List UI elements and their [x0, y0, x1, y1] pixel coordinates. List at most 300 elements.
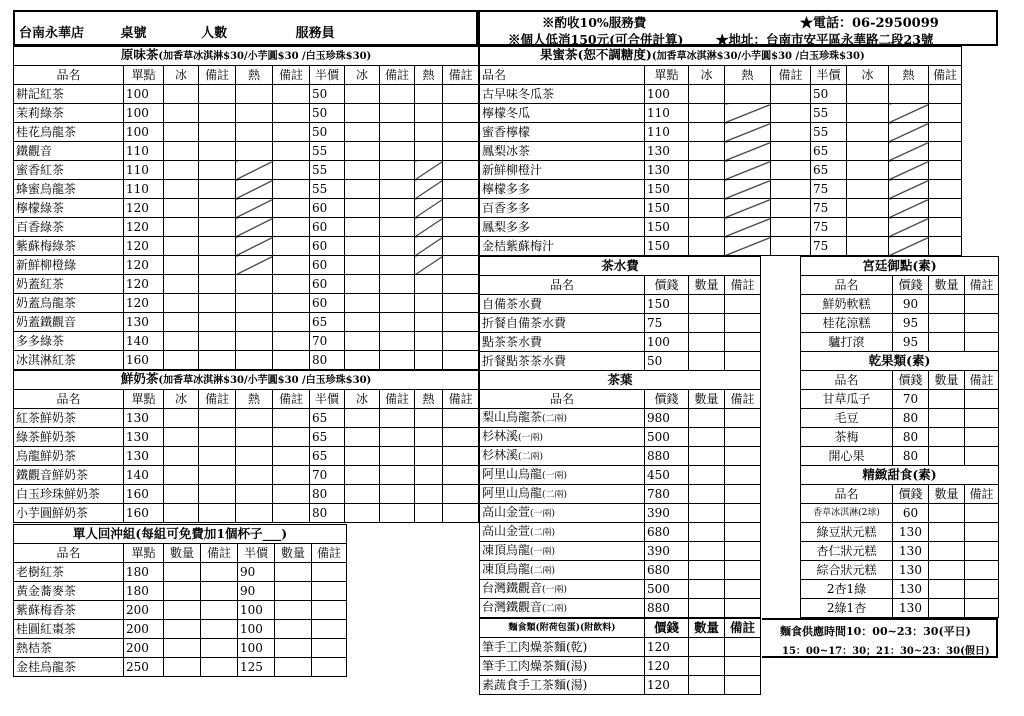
- table-row: [14, 180, 479, 199]
- qty-cell: [929, 314, 965, 333]
- note-cell: [965, 295, 999, 314]
- item-price: 130: [893, 561, 929, 580]
- col-hot: 熱: [415, 390, 443, 409]
- qty-cell: [929, 580, 965, 599]
- col-ice: 冰: [164, 390, 199, 409]
- item-half-price: 50: [310, 123, 345, 142]
- item-name: 檸檬冬瓜: [480, 104, 645, 123]
- qty-cell: [689, 599, 725, 618]
- item-half-price: 125: [238, 658, 275, 677]
- item-name: [480, 523, 645, 542]
- note-cell: [443, 123, 479, 142]
- col-note: 備註: [312, 544, 347, 563]
- qty-cell: [689, 676, 725, 695]
- col-qty: 數量: [689, 390, 725, 409]
- qty-cell: [689, 542, 725, 561]
- dried-fruit-section: [800, 351, 998, 466]
- item-name: 茶梅: [801, 428, 893, 447]
- item-name: 杏仁狀元糕: [801, 542, 893, 561]
- col-single: 單點: [645, 66, 689, 85]
- item-price: 200: [124, 639, 164, 658]
- qty-cell: [164, 563, 201, 582]
- note-cell: [199, 104, 236, 123]
- single-brew-table: [13, 524, 347, 677]
- table-row: [14, 447, 479, 466]
- qty-cell: [689, 352, 725, 371]
- hot-cell: [725, 237, 771, 256]
- col-half: 半價: [238, 544, 275, 563]
- table-row: [14, 313, 479, 332]
- item-price: 95: [893, 333, 929, 352]
- note-cell: [965, 409, 999, 428]
- item-name: 綠豆狀元糕: [801, 523, 893, 542]
- item-name: 鮮奶軟糕: [801, 295, 893, 314]
- qty-cell: [929, 295, 965, 314]
- table-row: [14, 332, 479, 351]
- address: ★地址：台南市安平區永華路二段23號: [716, 32, 934, 47]
- col-hot: 熱: [889, 66, 929, 85]
- col-qty: 數量: [929, 485, 965, 504]
- qty-cell: [164, 639, 201, 658]
- table-label: 桌號: [120, 26, 147, 41]
- item-price: 780: [645, 485, 689, 504]
- item-unit: (一兩): [542, 471, 568, 481]
- fruit-tea-table: [479, 46, 962, 256]
- note-cell: [725, 561, 761, 580]
- hot-cell: [236, 275, 273, 294]
- qty-cell: [164, 582, 201, 601]
- item-half-price: 90: [238, 582, 275, 601]
- table-row: [14, 104, 479, 123]
- item-name: [480, 580, 645, 599]
- col-note: 備註: [965, 276, 999, 295]
- note-cell: [273, 256, 310, 275]
- item-price: 200: [124, 620, 164, 639]
- item-name: [480, 466, 645, 485]
- table-row: [801, 428, 999, 447]
- ice-cell: [689, 180, 725, 199]
- note-cell: [929, 218, 962, 237]
- item-price: 120: [124, 275, 164, 294]
- item-name-text: 杉林溪: [482, 448, 519, 462]
- table-row: [14, 658, 347, 677]
- item-name-text: 高山金萱: [482, 505, 531, 519]
- note-cell: [380, 313, 415, 332]
- table-row: [14, 275, 479, 294]
- hours-holiday: 15：00~17：30；21：30~23：30(假日): [782, 646, 990, 657]
- ice-cell: [689, 237, 725, 256]
- hot-cell: [236, 485, 273, 504]
- qty-cell: [689, 447, 725, 466]
- note-cell: [199, 294, 236, 313]
- col-qty: 數量: [929, 276, 965, 295]
- table-row: [801, 390, 999, 409]
- item-name: 筆手工肉燥茶麵(乾): [480, 638, 645, 657]
- col-name: 品名: [801, 276, 893, 295]
- note-cell: [725, 504, 761, 523]
- qty-cell: [929, 428, 965, 447]
- item-name: 冰淇淋紅茶: [14, 351, 124, 370]
- col-price: 價錢: [893, 276, 929, 295]
- hot-cell: [415, 275, 443, 294]
- hot-cell: [236, 313, 273, 332]
- qty-cell: [275, 658, 312, 677]
- item-price: 100: [124, 104, 164, 123]
- item-price: 110: [124, 180, 164, 199]
- note-cell: [443, 180, 479, 199]
- col-qty: 數量: [689, 619, 725, 638]
- ice-cell: [345, 142, 380, 161]
- qty-cell: [164, 658, 201, 677]
- table-row: [801, 295, 999, 314]
- ice-cell: [345, 199, 380, 218]
- note-cell: [199, 180, 236, 199]
- item-price: 200: [124, 601, 164, 620]
- hot-cell: [889, 85, 929, 104]
- ice-cell: [164, 275, 199, 294]
- note-cell: [443, 237, 479, 256]
- item-name-text: 杉林溪: [482, 429, 519, 443]
- item-name: 2綠1杏: [801, 599, 893, 618]
- item-price: 120: [124, 237, 164, 256]
- hot-cell: [236, 294, 273, 313]
- note-cell: [380, 180, 415, 199]
- note-cell: [725, 333, 761, 352]
- table-row: [480, 218, 962, 237]
- table-row: [14, 123, 479, 142]
- note-cell: [273, 409, 310, 428]
- note-cell: [273, 332, 310, 351]
- item-name: 綠茶鮮奶茶: [14, 428, 124, 447]
- col-ice: 冰: [345, 390, 380, 409]
- col-price: 價錢: [893, 485, 929, 504]
- note-cell: [312, 620, 347, 639]
- item-name-text: 凍頂烏龍: [482, 562, 531, 576]
- item-unit: (一兩): [542, 585, 568, 595]
- table-row: [480, 161, 962, 180]
- item-name: 烏龍鮮奶茶: [14, 447, 124, 466]
- note-cell: [443, 428, 479, 447]
- item-half-price: 70: [310, 466, 345, 485]
- note-cell: [199, 275, 236, 294]
- ice-cell: [164, 313, 199, 332]
- note-cell: [725, 352, 761, 371]
- ice-cell: [345, 161, 380, 180]
- noodle-table: [479, 618, 761, 695]
- item-name-text: 阿里山烏龍: [482, 486, 543, 500]
- note-cell: [443, 504, 479, 523]
- ice-cell: [689, 85, 725, 104]
- ice-cell: [164, 409, 199, 428]
- hot-cell: [725, 180, 771, 199]
- item-half-price: 65: [310, 428, 345, 447]
- dessert-table: [800, 465, 999, 618]
- table-row: [480, 580, 761, 599]
- hot-cell: [725, 161, 771, 180]
- hot-cell: [725, 104, 771, 123]
- table-row: [14, 485, 479, 504]
- table-row: [801, 409, 999, 428]
- item-half-price: 55: [811, 104, 847, 123]
- note-cell: [443, 294, 479, 313]
- hot-cell: [415, 294, 443, 313]
- note-cell: [725, 638, 761, 657]
- item-price: 150: [645, 180, 689, 199]
- note-cell: [725, 580, 761, 599]
- hot-cell: [725, 199, 771, 218]
- col-half: 半價: [811, 66, 847, 85]
- fresh-milk-tea-title: 鮮奶茶(加香草冰淇淋$30/小芋圓$30 /白玉珍珠$30): [14, 371, 479, 390]
- item-price: 160: [124, 504, 164, 523]
- hot-cell: [236, 256, 273, 275]
- note-cell: [725, 523, 761, 542]
- hot-cell: [415, 504, 443, 523]
- note-cell: [380, 504, 415, 523]
- ice-cell: [164, 123, 199, 142]
- note-cell: [771, 199, 811, 218]
- server-label: 服務員: [295, 26, 335, 41]
- qty-cell: [929, 409, 965, 428]
- ice-cell: [689, 161, 725, 180]
- note-cell: [312, 639, 347, 658]
- item-half-price: 65: [811, 142, 847, 161]
- ice-cell: [164, 466, 199, 485]
- item-price: 140: [124, 332, 164, 351]
- ice-cell: [345, 85, 380, 104]
- table-row: [480, 428, 761, 447]
- note-cell: [380, 142, 415, 161]
- note-cell: [443, 161, 479, 180]
- item-price: 390: [645, 504, 689, 523]
- palace-snack-section: [800, 256, 998, 352]
- ice-cell: [689, 199, 725, 218]
- qty-cell: [689, 466, 725, 485]
- item-name: 蜜香檸檬: [480, 123, 645, 142]
- note-cell: [273, 237, 310, 256]
- dessert-title: 精緻甜食(素): [801, 466, 999, 485]
- note-cell: [380, 409, 415, 428]
- note-cell: [199, 161, 236, 180]
- note-cell: [725, 676, 761, 695]
- note-cell: [380, 332, 415, 351]
- item-half-price: 65: [310, 447, 345, 466]
- item-name: 百香綠茶: [14, 218, 124, 237]
- note-cell: [380, 351, 415, 370]
- item-name: 奶蓋紅茶: [14, 275, 124, 294]
- ice-cell: [345, 409, 380, 428]
- note-cell: [771, 218, 811, 237]
- item-half-price: 55: [310, 142, 345, 161]
- fresh-milk-tea-table: [13, 370, 479, 523]
- qty-cell: [689, 409, 725, 428]
- hot-cell: [415, 351, 443, 370]
- ice-cell: [847, 123, 889, 142]
- ice-cell: [345, 447, 380, 466]
- ice-cell: [345, 256, 380, 275]
- table-row: [480, 504, 761, 523]
- hot-cell: [889, 142, 929, 161]
- item-price: 500: [645, 580, 689, 599]
- table-row: [480, 123, 962, 142]
- item-name: [480, 447, 645, 466]
- ice-cell: [164, 428, 199, 447]
- item-half-price: 60: [310, 294, 345, 313]
- item-half-price: 60: [310, 237, 345, 256]
- ice-cell: [164, 485, 199, 504]
- ice-cell: [345, 218, 380, 237]
- note-cell: [312, 658, 347, 677]
- hot-cell: [889, 218, 929, 237]
- item-name: [480, 599, 645, 618]
- ice-cell: [164, 104, 199, 123]
- item-half-price: 60: [310, 218, 345, 237]
- service-fee-note: ※酌收10%服務費: [542, 15, 647, 30]
- note-cell: [199, 142, 236, 161]
- col-note: 備註: [965, 371, 999, 390]
- table-row: [480, 352, 761, 371]
- col-note: 備註: [443, 390, 479, 409]
- table-row: [480, 523, 761, 542]
- item-price: 390: [645, 542, 689, 561]
- ice-cell: [345, 466, 380, 485]
- item-name: [480, 428, 645, 447]
- note-cell: [380, 428, 415, 447]
- qty-cell: [689, 561, 725, 580]
- palace-snack-table: [800, 256, 999, 352]
- dessert-section: [800, 465, 998, 618]
- ice-cell: [847, 218, 889, 237]
- hot-cell: [236, 161, 273, 180]
- item-price: 160: [124, 485, 164, 504]
- note-cell: [725, 599, 761, 618]
- note-cell: [965, 428, 999, 447]
- item-price: 140: [124, 466, 164, 485]
- col-note: 備註: [199, 66, 236, 85]
- left-drinks-section: [13, 46, 478, 523]
- item-name-text: 阿里山烏龍: [482, 467, 543, 481]
- table-row: [480, 657, 761, 676]
- table-row: [801, 580, 999, 599]
- item-price: 680: [645, 561, 689, 580]
- item-half-price: 55: [811, 123, 847, 142]
- table-row: [480, 409, 761, 428]
- hot-cell: [236, 199, 273, 218]
- item-name: 香草冰淇淋(2球): [801, 504, 893, 523]
- phone-number: ★電話：06-2950099: [800, 16, 939, 31]
- hot-cell: [236, 428, 273, 447]
- item-price: 880: [645, 447, 689, 466]
- min-charge-note: ※個人低消150元(可合併計算): [508, 32, 684, 47]
- note-cell: [273, 142, 310, 161]
- note-cell: [199, 351, 236, 370]
- col-note: 備註: [273, 66, 310, 85]
- note-cell: [725, 409, 761, 428]
- hot-cell: [236, 351, 273, 370]
- col-note: 備註: [725, 619, 761, 638]
- note-cell: [965, 333, 999, 352]
- table-row: [480, 295, 761, 314]
- item-price: 80: [893, 409, 929, 428]
- table-row: [801, 447, 999, 466]
- qty-cell: [929, 599, 965, 618]
- qty-cell: [689, 428, 725, 447]
- hot-cell: [415, 237, 443, 256]
- item-unit: (二兩): [518, 452, 544, 462]
- note-cell: [443, 142, 479, 161]
- dried-fruit-table: [800, 351, 999, 466]
- note-cell: [725, 295, 761, 314]
- item-name: 桂圓紅棗茶: [14, 620, 124, 639]
- palace-snack-title: 宮廷御點(素): [801, 257, 999, 276]
- note-cell: [273, 180, 310, 199]
- item-price: 180: [124, 563, 164, 582]
- note-cell: [273, 294, 310, 313]
- item-unit: (一兩): [518, 433, 544, 443]
- table-row: [14, 563, 347, 582]
- note-cell: [380, 199, 415, 218]
- note-cell: [199, 447, 236, 466]
- qty-cell: [929, 504, 965, 523]
- note-cell: [771, 180, 811, 199]
- note-cell: [443, 256, 479, 275]
- item-name: 小芋圓鮮奶茶: [14, 504, 124, 523]
- item-name: 金桂烏龍茶: [14, 658, 124, 677]
- ice-cell: [345, 485, 380, 504]
- note-cell: [443, 275, 479, 294]
- note-cell: [965, 580, 999, 599]
- note-cell: [443, 447, 479, 466]
- note-cell: [443, 409, 479, 428]
- item-unit: (一兩): [530, 509, 556, 519]
- item-name: 老樹紅茶: [14, 563, 124, 582]
- item-unit: (二兩): [542, 604, 568, 614]
- item-name-text: 高山金萱: [482, 524, 531, 538]
- col-note: 備註: [725, 390, 761, 409]
- item-price: 70: [893, 390, 929, 409]
- note-cell: [273, 85, 310, 104]
- ice-cell: [689, 123, 725, 142]
- note-cell: [443, 466, 479, 485]
- ice-cell: [345, 294, 380, 313]
- note-cell: [725, 542, 761, 561]
- table-row: [480, 333, 761, 352]
- note-cell: [965, 504, 999, 523]
- table-row: [14, 504, 479, 523]
- tea-leaves-table: [479, 370, 761, 618]
- note-cell: [725, 447, 761, 466]
- note-cell: [725, 428, 761, 447]
- hot-cell: [415, 218, 443, 237]
- ice-cell: [164, 256, 199, 275]
- item-name: [480, 485, 645, 504]
- item-price: 150: [645, 199, 689, 218]
- note-cell: [312, 563, 347, 582]
- note-cell: [443, 85, 479, 104]
- item-half-price: 60: [310, 256, 345, 275]
- note-cell: [380, 256, 415, 275]
- item-name-text: 梨山烏龍茶: [482, 410, 543, 424]
- item-half-price: 75: [811, 218, 847, 237]
- table-row: [14, 351, 479, 370]
- item-name-text: 台灣鐵觀音: [482, 600, 543, 614]
- ice-cell: [164, 447, 199, 466]
- original-tea-table: [13, 46, 479, 370]
- hot-cell: [889, 161, 929, 180]
- item-half-price: 80: [310, 504, 345, 523]
- qty-cell: [689, 523, 725, 542]
- item-name: 白玉珍珠鮮奶茶: [14, 485, 124, 504]
- item-price: 80: [893, 447, 929, 466]
